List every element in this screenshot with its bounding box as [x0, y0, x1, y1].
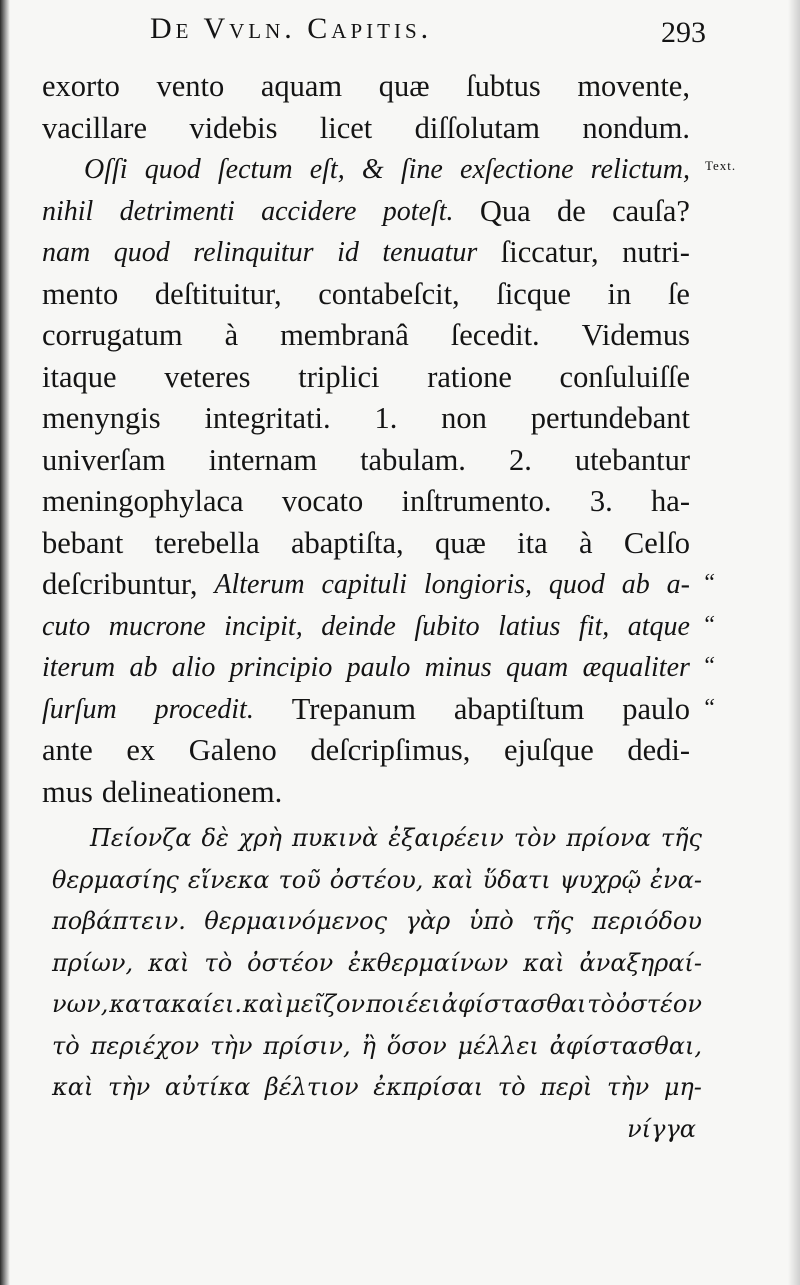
- greek-line: [52, 860, 702, 902]
- greek-word: τὸ: [497, 1073, 526, 1101]
- greek-word: πρίσιν,: [263, 1031, 351, 1060]
- greek-word: θερμασίης: [52, 865, 179, 894]
- greek-word: ποιέει: [365, 990, 441, 1018]
- word: itaque: [42, 359, 117, 394]
- greek-word: τῆς: [532, 907, 574, 935]
- word: deſcribuntur,: [42, 567, 198, 601]
- word: Galeno: [188, 733, 277, 767]
- margin-quote-mark: “: [702, 570, 716, 596]
- word: vocato: [281, 484, 364, 518]
- word: ſecedit.: [450, 318, 540, 352]
- word: Trepanum: [291, 691, 416, 726]
- word: ex: [126, 733, 156, 767]
- word: bebant: [42, 525, 124, 560]
- word: in: [607, 276, 632, 311]
- word: minus: [424, 652, 492, 683]
- greek-word: καὶ: [52, 1073, 94, 1101]
- word: non: [441, 401, 487, 435]
- word: poteſt.: [382, 195, 454, 227]
- greek-line: [52, 901, 702, 943]
- greek-word: ἢ: [361, 1031, 376, 1060]
- word: Oſſi: [84, 154, 128, 185]
- text-line: [42, 274, 690, 316]
- word: vento: [156, 69, 225, 103]
- greek-word: ὀστέον: [615, 990, 702, 1018]
- text-line: [42, 689, 690, 731]
- word: Alterum: [214, 569, 305, 600]
- word: ab: [129, 652, 158, 683]
- word: a-: [666, 569, 690, 600]
- word: longioris,: [423, 569, 532, 600]
- word: latius: [498, 610, 561, 642]
- greek-word: νίγγα: [627, 1114, 696, 1143]
- word: videbis: [189, 110, 278, 145]
- word: eſt,: [309, 154, 345, 185]
- greek-line: [52, 1109, 702, 1151]
- word: Celſo: [623, 525, 690, 560]
- running-head: De Vvln. Capitis.: [150, 12, 433, 45]
- greek-word: καὶ: [242, 990, 285, 1018]
- text-line: [42, 440, 690, 482]
- word: tabulam.: [360, 442, 466, 477]
- greek-word: τῆς: [660, 824, 702, 852]
- word: Qua: [479, 193, 531, 228]
- word: integritati.: [204, 401, 331, 435]
- greek-word: ἐνα-: [650, 865, 702, 894]
- word: principio: [229, 652, 333, 683]
- greek-word: τὸν: [513, 824, 557, 852]
- greek-word: ὀστέον: [247, 948, 334, 977]
- word: utebantur: [574, 442, 690, 477]
- word: conſuluiſſe: [559, 359, 690, 394]
- word: veteres: [164, 359, 251, 394]
- greek-word: αὐτίκα: [164, 1073, 251, 1101]
- page-edge: [788, 0, 800, 1285]
- greek-word: καὶ: [432, 865, 474, 894]
- text-line: [42, 149, 690, 191]
- greek-word: δὲ: [201, 824, 229, 852]
- word: quæ: [378, 69, 430, 103]
- word: aquam: [260, 69, 343, 103]
- page-number: 293: [661, 16, 706, 49]
- greek-word: τὸ: [587, 990, 616, 1018]
- word: relictum,: [590, 154, 690, 185]
- word: alio: [171, 652, 216, 683]
- word: ante: [42, 733, 93, 767]
- word: diſſolutam: [414, 110, 541, 145]
- greek-word: τὴν: [107, 1073, 151, 1101]
- word: ſubito: [414, 610, 480, 642]
- word: deſcripſimus,: [310, 733, 471, 767]
- greek-line: [52, 943, 702, 985]
- greek-word: μη-: [663, 1073, 702, 1101]
- word: quod: [144, 154, 201, 185]
- text-line: [42, 523, 690, 565]
- word: ab: [621, 569, 650, 600]
- word: detrimenti: [119, 195, 235, 227]
- word: meningophylaca: [42, 484, 244, 518]
- greek-word: ὀστέου,: [329, 865, 424, 894]
- text-line: [42, 481, 690, 523]
- word: pertundebant: [530, 401, 690, 435]
- word: deſtituitur,: [154, 276, 282, 311]
- word: à: [579, 525, 593, 560]
- word: deinde: [321, 610, 396, 642]
- word: tenuatur: [382, 237, 478, 268]
- word: movente,: [577, 69, 690, 103]
- word: ſubtus: [466, 69, 541, 103]
- greek-word: ἐκθερμαίνων: [348, 948, 509, 977]
- word: æqualiter: [582, 652, 690, 683]
- greek-word: ὕδατι: [482, 865, 551, 894]
- word: 1.: [374, 401, 398, 435]
- greek-word: ἐξαιρέειν: [388, 824, 504, 852]
- word: procedit.: [154, 693, 254, 725]
- word: ſicque: [496, 276, 571, 311]
- word: menyngis: [42, 401, 161, 435]
- text-line: [42, 647, 690, 689]
- greek-word: καὶ: [523, 948, 565, 977]
- greek-word: Πείονζα: [90, 824, 192, 852]
- text-line: [42, 398, 690, 440]
- greek-quotation: [52, 818, 702, 1150]
- text-line: [42, 564, 690, 606]
- greek-word: βέλτιον: [264, 1073, 359, 1101]
- word: incipit,: [224, 610, 303, 642]
- text-line: [42, 357, 690, 399]
- greek-word: περιέχον: [90, 1031, 200, 1060]
- word: 2.: [508, 442, 532, 477]
- greek-word: καὶ: [148, 948, 190, 977]
- greek-word: ἀφίστασθαι: [441, 990, 587, 1018]
- greek-word: ἀφίστασθαι,: [549, 1031, 702, 1060]
- word: contabeſcit,: [318, 276, 460, 311]
- word: quæ: [434, 525, 486, 560]
- greek-word: τὸ: [204, 948, 233, 977]
- greek-word: ὑπὸ: [468, 907, 514, 935]
- word: ſe: [667, 276, 690, 311]
- text-line: [42, 315, 690, 357]
- greek-line: [52, 818, 702, 860]
- margin-quote-mark: “: [702, 695, 716, 721]
- greek-word: πυκινὰ: [291, 824, 379, 852]
- word: cuto: [42, 610, 91, 642]
- margin-note-text: Text.: [705, 158, 737, 173]
- word: vacillare: [42, 110, 147, 145]
- greek-word: περιόδου: [591, 907, 702, 935]
- text-line: [42, 730, 690, 772]
- word: nutri-: [622, 235, 690, 269]
- greek-word: ἐκπρίσαι: [373, 1073, 484, 1101]
- word: &: [361, 154, 384, 185]
- word: atque: [627, 610, 690, 642]
- margin-quote-mark: “: [702, 653, 716, 679]
- greek-word: θερμαινόμενος: [204, 907, 388, 935]
- word: ita: [517, 525, 548, 560]
- word: iterum: [42, 652, 116, 683]
- word: nihil: [42, 195, 94, 227]
- greek-word: μέλλει: [457, 1031, 539, 1060]
- word: mento: [42, 276, 119, 311]
- word: paulo: [346, 652, 411, 683]
- greek-word: γὰρ: [405, 907, 451, 935]
- word: id: [337, 237, 359, 268]
- latin-body-text: [42, 66, 690, 813]
- text-line: [42, 191, 690, 233]
- word: mucrone: [108, 610, 206, 642]
- greek-word: τὴν: [210, 1031, 253, 1060]
- word: ha-: [651, 484, 690, 518]
- greek-word: ψυχρῷ: [559, 865, 642, 894]
- text-line: [42, 66, 690, 108]
- word: quam: [506, 652, 569, 683]
- greek-word: εἵνεκα: [187, 865, 270, 894]
- greek-line: [52, 984, 702, 1026]
- word: cauſa?: [612, 193, 690, 228]
- greek-word: τὴν: [606, 1073, 650, 1101]
- word: ſectum: [217, 154, 293, 185]
- greek-line: [52, 1026, 702, 1068]
- text-line: [42, 108, 690, 150]
- word: exorto: [42, 69, 120, 103]
- word: delineationem.: [101, 774, 283, 809]
- greek-word: μεῖζον: [285, 990, 366, 1018]
- text-line: [42, 606, 690, 648]
- text-line: [42, 772, 690, 814]
- text-line: [42, 232, 690, 274]
- word: fit,: [578, 610, 610, 642]
- word: membranâ: [280, 318, 409, 352]
- word: terebella: [154, 525, 260, 560]
- word: dedi-: [627, 733, 690, 767]
- greek-word: χρὴ: [238, 824, 282, 852]
- word: ſine: [400, 154, 443, 185]
- word: triplici: [298, 359, 380, 394]
- word: quod: [548, 569, 605, 600]
- word: ratione: [427, 359, 512, 394]
- word: à: [224, 318, 239, 352]
- word: univerſam: [42, 442, 166, 477]
- word: internam: [208, 442, 318, 477]
- greek-word: περὶ: [540, 1073, 593, 1101]
- greek-word: ὅσον: [386, 1031, 447, 1060]
- word: exſectione: [460, 154, 574, 185]
- word: capituli: [321, 569, 407, 600]
- word: mus: [42, 774, 93, 809]
- word: 3.: [589, 484, 613, 518]
- page-edge-shadow: [0, 0, 10, 1285]
- greek-word: ποβάπτειν.: [52, 907, 186, 935]
- word: accidere: [261, 195, 357, 227]
- greek-word: τὸ: [52, 1031, 80, 1060]
- word: paulo: [622, 691, 690, 726]
- greek-word: κατακαίει.: [109, 990, 242, 1018]
- word: abaptiſta,: [290, 525, 404, 560]
- margin-quote-mark: “: [702, 612, 716, 638]
- word: inſtrumento.: [401, 484, 552, 518]
- greek-word: νων,: [52, 990, 109, 1018]
- greek-word: πρίονα: [566, 824, 651, 852]
- word: Videmus: [581, 318, 690, 352]
- word: abaptiſtum: [453, 691, 585, 726]
- greek-word: πρίων,: [52, 948, 134, 977]
- word: ſurſum: [42, 693, 117, 725]
- word: de: [556, 193, 586, 228]
- greek-word: τοῦ: [278, 865, 321, 894]
- word: ejuſque: [503, 733, 594, 767]
- word: licet: [319, 110, 373, 145]
- word: quod: [113, 237, 170, 268]
- greek-line: [52, 1067, 702, 1109]
- word: relinquitur: [193, 237, 314, 268]
- greek-word: ἀναξηραί-: [579, 948, 702, 977]
- word: corrugatum: [42, 318, 183, 352]
- word: nondum.: [582, 110, 690, 145]
- word: ſiccatur,: [500, 235, 599, 269]
- word: nam: [42, 237, 91, 268]
